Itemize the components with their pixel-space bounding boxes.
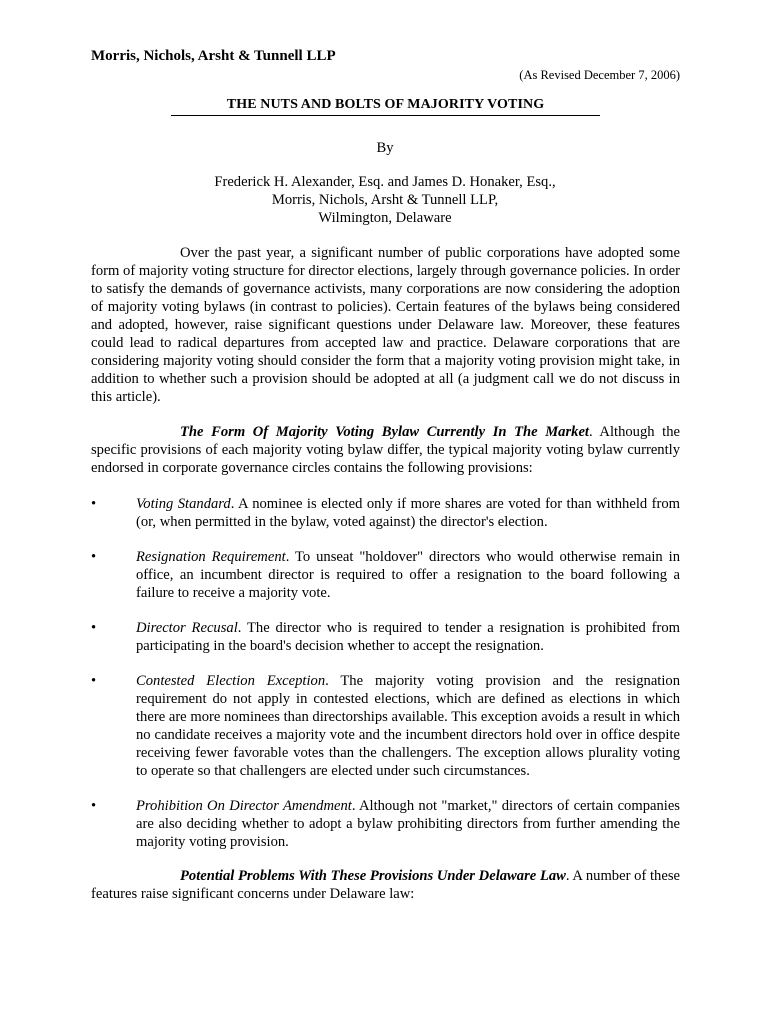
firm-name: Morris, Nichols, Arsht & Tunnell LLP <box>91 48 336 64</box>
authors-block <box>0 173 770 227</box>
list-item-term: Prohibition On Director Amendment <box>136 798 352 814</box>
list-item-body: . The director who is required to tender a resignation is prohibited from participating in the board's decision whether to accept the resignation. <box>136 620 681 654</box>
list-item <box>91 495 680 531</box>
list-item <box>91 797 680 851</box>
list-item-body: . To unseat "holdover" directors who would otherwise remain in office, an incumbent director is required to offer a resignation to the board following a failure to receive a majority vote. <box>136 549 680 601</box>
authors-line-1: Frederick H. Alexander, Esq. and James D. Honaker, Esq., <box>214 174 556 190</box>
list-item-text <box>136 548 680 602</box>
list-item-term: Resignation Requirement <box>136 549 286 565</box>
section-form-body: . Although the specific provisions of each majority voting bylaw differ, the typical majority voting bylaw currently endorsed in corporate governance circles contains the following provisions: <box>91 424 680 476</box>
section-problems-body: . A number of these features raise significant concerns under Delaware law: <box>91 868 680 902</box>
list-item <box>91 619 680 655</box>
intro-paragraph: Over the past year, a significant number of public corporations have adopted some form of majority voting structure for director elections, largely through governance policies. In order to satisfy the demands of governance activists, many corporations are now considering the adoption of majority voting bylaws (in contrast to policies). Certain features of the bylaws being considered and adopted, however, raise significant questions under Delaware law. Moreover, these features could lead to radical departures from accepted law and practice. Delaware corporations that are considering majority voting should consider the form that a majority voting provision might take, in addition to whether such a provision should be adopted at all (a judgment call we do not discuss in this article). <box>91 245 680 405</box>
list-item-body: . The majority voting provision and the resignation requirement do not apply in contested elections, which are defined as elections in which there are more nominees than directorships available. This exception avoids a result in which no candidate receives a majority vote and the incumbent directors hold over in office despite receiving fewer favorable votes than the challengers. The exception allows plurality voting to operate so that challengers are elected under such circumstances. <box>136 673 681 779</box>
list-item-term: Contested Election Exception <box>136 673 326 689</box>
list-item-body: . A nominee is elected only if more shares are voted for than withheld from (or, when permitted in the bylaw, voted against) the director's election. <box>136 496 680 530</box>
section-form-heading: The Form Of Majority Voting Bylaw Currently In The Market <box>180 424 589 440</box>
title-block <box>171 95 600 116</box>
section-problems-paragraph <box>91 867 680 903</box>
list-item-body: . Although not "market," directors of certain companies are also deciding whether to adopt a bylaw prohibiting directors from further amending the majority voting provision. <box>136 798 680 850</box>
list-item <box>91 672 680 780</box>
list-item-text <box>136 797 680 851</box>
authors-line-3: Wilmington, Delaware <box>318 210 452 226</box>
bullet-icon: • <box>91 798 97 814</box>
bullet-icon: • <box>91 496 97 512</box>
bullet-icon: • <box>91 549 97 565</box>
bullet-icon: • <box>91 620 97 636</box>
provisions-list <box>91 495 680 868</box>
document-title: THE NUTS AND BOLTS OF MAJORITY VOTING <box>226 97 545 112</box>
authors-line-2: Morris, Nichols, Arsht & Tunnell LLP, <box>271 192 499 208</box>
list-item-term: Director Recusal <box>136 620 238 636</box>
list-item-term: Voting Standard <box>136 496 231 512</box>
list-item-text <box>136 672 680 780</box>
byline: By <box>376 140 394 156</box>
bullet-icon: • <box>91 673 97 689</box>
list-item-text <box>136 619 680 655</box>
revision-date: (As Revised December 7, 2006) <box>519 68 680 82</box>
list-item-text <box>136 495 680 531</box>
section-form-paragraph <box>91 423 680 477</box>
list-item <box>91 548 680 602</box>
section-problems-heading: Potential Problems With These Provisions Under Delaware Law <box>180 868 566 884</box>
